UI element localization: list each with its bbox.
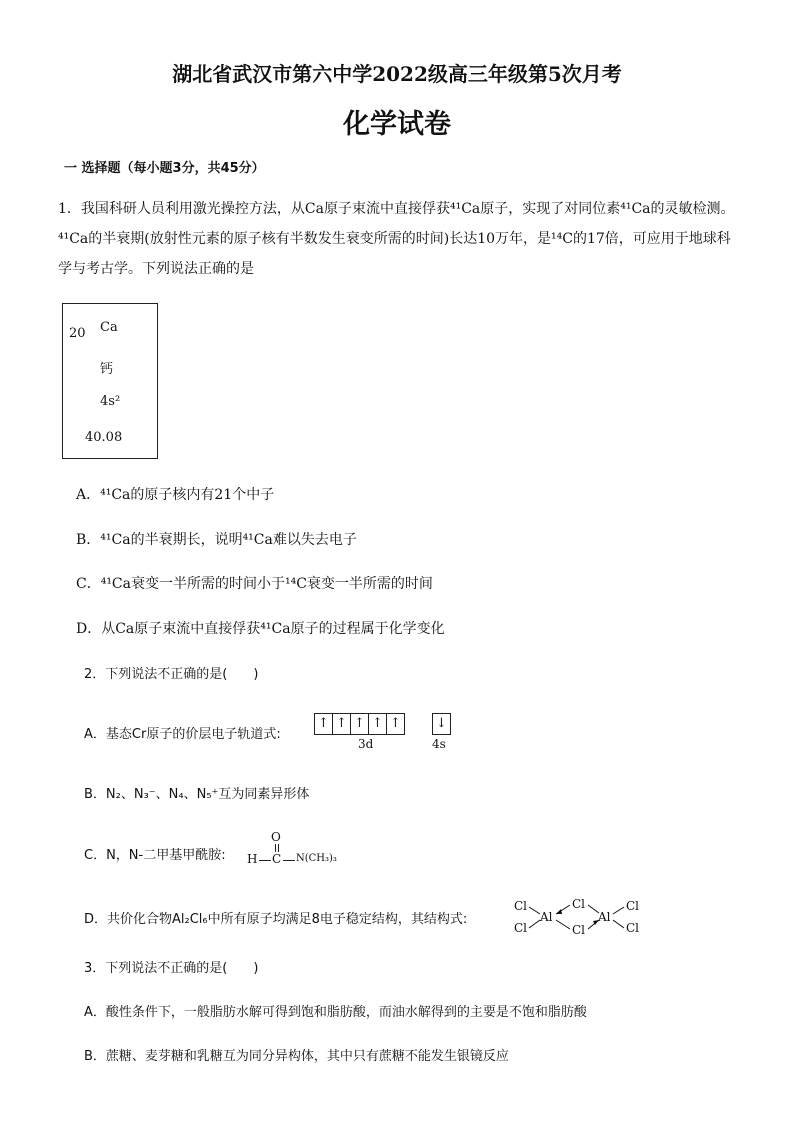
q1-option-c: C．⁴¹Ca衰变一半所需的时间小于¹⁴C衰变一半所需的时间 <box>76 576 433 592</box>
element-mass: 40.08 <box>85 430 123 445</box>
al2cl6-structure <box>512 896 652 938</box>
orbital-3d-box: ↑ <box>351 714 369 734</box>
q1-line-1: 1．我国科研人员利用激光操控方法，从Ca原子束流中直接俘获⁴¹Ca原子，实现了对同位素⁴¹Ca的灵敏检测。 <box>58 201 735 217</box>
cl-3: Cl <box>626 899 640 913</box>
section-heading: 一 选择题（每小题3分，共45分） <box>64 161 265 176</box>
cl-bridge-top: Cl <box>572 897 586 911</box>
dmf-amine: N(CH₃)₃ <box>296 853 337 864</box>
element-card-calcium <box>62 303 158 459</box>
element-config: 4s² <box>100 394 121 409</box>
label-4s: 4s <box>432 737 446 751</box>
q3-option-b: B．蔗糖、麦芽糖和乳糖互为同分异构体，其中只有蔗糖不能发生银镜反应 <box>84 1049 509 1064</box>
dmf-carbon: C <box>272 852 282 866</box>
orbital-3d-box: ↑ <box>390 716 401 731</box>
q1-option-a: A．⁴¹Ca的原子核内有21个中子 <box>76 487 275 503</box>
orbital-4s-box <box>432 713 451 735</box>
dmf-bond-hc <box>259 860 271 861</box>
dmf-structure <box>245 830 365 870</box>
dmf-hydrogen: H <box>247 852 258 866</box>
q3-option-a: A．酸性条件下，一般脂肪水解可得到饱和脂肪酸，而油水解得到的主要是不饱和脂肪酸 <box>84 1005 587 1020</box>
element-name: 钙 <box>100 362 114 377</box>
q2-option-c: C．N，N-二甲基甲酰胺: <box>84 848 226 863</box>
cl-2: Cl <box>514 921 528 935</box>
q2-stem: 2．下列说法不正确的是( ) <box>84 667 259 682</box>
q1-option-d: D．从Ca原子束流中直接俘获⁴¹Ca原子的过程属于化学变化 <box>76 621 445 637</box>
element-atomic-number: 20 <box>69 326 86 341</box>
orbital-4s-box-cell: ↓ <box>436 716 447 731</box>
dmf-oxygen: O <box>271 830 281 844</box>
cl-1: Cl <box>514 899 528 913</box>
q3-stem: 3．下列说法不正确的是( ) <box>84 961 259 976</box>
orbital-3d-box: ↑ <box>369 714 387 734</box>
orbital-3d-boxes <box>314 713 405 735</box>
dmf-bond-cn <box>283 860 295 861</box>
cl-4: Cl <box>626 921 640 935</box>
q2-option-b: B．N₂、N₃⁻、N₄、N₅⁺互为同素异形体 <box>84 787 310 802</box>
subject-title: 化学试卷 <box>343 109 451 140</box>
q2-option-d: D．共价化合物Al₂Cl₆中所有原子均满足8电子稳定结构，其结构式: <box>84 912 468 927</box>
dmf-double-bond <box>275 844 279 852</box>
q1-option-b: B．⁴¹Ca的半衰期长，说明⁴¹Ca难以失去电子 <box>76 532 357 548</box>
school-title: 湖北省武汉市第六中学2022级高三年级第5次月考 <box>172 62 622 86</box>
cl-bridge-bottom: Cl <box>572 923 586 937</box>
label-3d: 3d <box>358 737 374 751</box>
al-2: Al <box>598 910 611 924</box>
orbital-3d-box: ↑ <box>333 714 351 734</box>
q1-line-2: ⁴¹Ca的半衰期(放射性元素的原子核有半数发生衰变所需的时间)长达10万年，是¹⁴C的17倍，可应用于地球科 <box>58 231 731 247</box>
orbital-3d-box: ↑ <box>315 714 333 734</box>
q2-option-a: A．基态Cr原子的价层电子轨道式: <box>84 727 281 742</box>
element-symbol: Ca <box>100 320 118 335</box>
al-1: Al <box>540 910 553 924</box>
q1-line-3: 学与考古学。下列说法正确的是 <box>58 261 254 277</box>
